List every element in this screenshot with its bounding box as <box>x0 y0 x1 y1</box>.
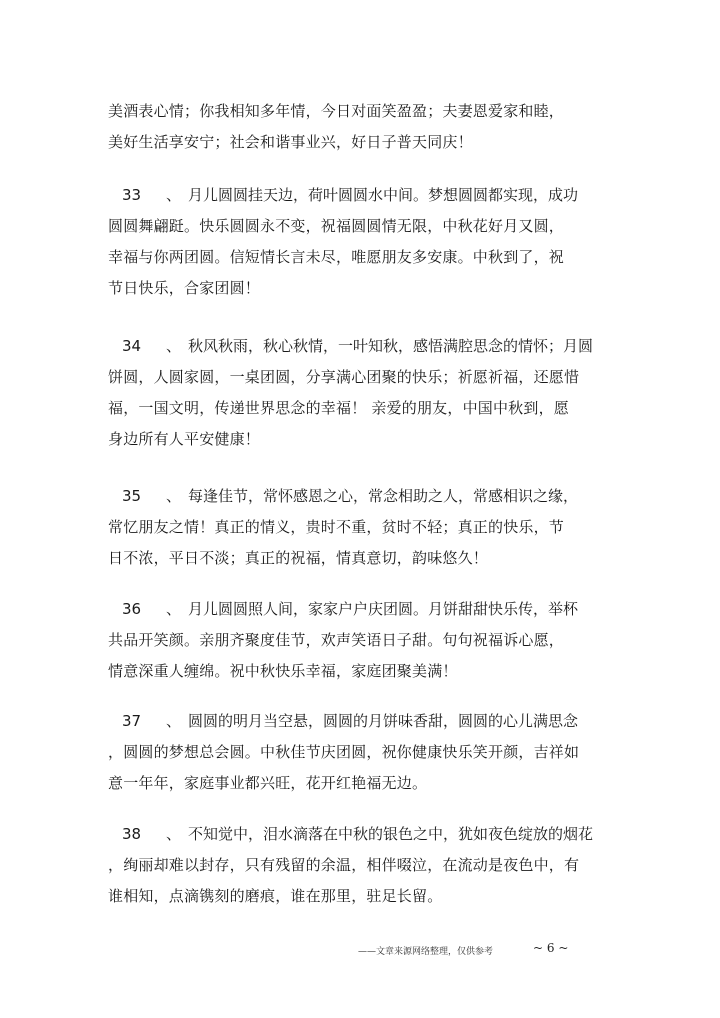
entry-number: 34 <box>122 337 142 355</box>
entry-line: 圆圆舞翩跹。快乐圆圆永不变，祝福圆圆情无限，中秋花好月又圆， <box>108 217 565 235</box>
entry-line: 谁相知，点滴镌刻的磨痕，谁在那里，驻足长留。 <box>108 887 443 905</box>
entry-first-line <box>108 331 608 362</box>
entry-line: 节日快乐，合家团圆！ <box>108 279 261 297</box>
entry-number: 35 <box>122 487 142 505</box>
entry-first-line <box>108 481 608 512</box>
entry-line: 身边所有人平安健康！ <box>108 430 261 448</box>
entry-38 <box>108 819 608 912</box>
entry-number: 36 <box>122 600 142 618</box>
entry-line: 每逢佳节，常怀感恩之心，常念相助之人，常感相识之缘， <box>188 487 579 505</box>
entry-line: 圆圆的明月当空悬，圆圆的月饼味香甜，圆圆的心儿满思念 <box>188 712 579 730</box>
source-note: ——文章来源网络整理，仅供参考 <box>358 947 494 957</box>
entry-37 <box>108 706 608 799</box>
entry-34 <box>108 331 608 455</box>
entry-separator: 、 <box>166 825 182 843</box>
entry-line: 情意深重人缠绵。祝中秋快乐幸福，家庭团聚美满！ <box>108 662 458 680</box>
entry-number: 38 <box>122 825 142 843</box>
entry-line: 日不浓，平日不淡；真正的祝福，情真意切，韵味悠久！ <box>108 549 489 567</box>
entry-number: 33 <box>122 186 142 204</box>
entry-first-line <box>108 594 608 625</box>
entry-line: 不知觉中，泪水滴落在中秋的银色之中，犹如夜色绽放的烟花 <box>188 825 594 843</box>
entry-line: 福，一国文明，传递世界思念的幸福！ 亲爱的朋友，中国中秋到，愿 <box>108 399 569 417</box>
entry-line: ，绚丽却难以封存，只有残留的余温，相伴啜泣，在流动是夜色中，有 <box>108 856 580 874</box>
intro-line: 美酒表心情；你我相知多年情，今日对面笑盈盈；夫妻恩爱家和睦， <box>108 102 565 120</box>
entry-33 <box>108 180 608 304</box>
entry-first-line <box>108 819 608 850</box>
entry-36 <box>108 594 608 687</box>
page-footer <box>0 941 720 961</box>
entry-line: 月儿圆圆照人间，家家户户庆团圆。月饼甜甜快乐传，举杯 <box>188 600 579 618</box>
entry-first-line <box>108 706 608 737</box>
entry-separator: 、 <box>166 600 182 618</box>
entry-number: 37 <box>122 712 142 730</box>
entry-first-line <box>108 180 608 211</box>
intro-paragraph <box>108 96 608 158</box>
entry-separator: 、 <box>166 186 182 204</box>
intro-line: 美好生活享安宁；社会和谐事业兴，好日子普天同庆！ <box>108 133 473 151</box>
entry-line: 常忆朋友之情！真正的情义，贵时不重，贫时不轻；真正的快乐，节 <box>108 518 565 536</box>
page-number: ~ 6 ~ <box>533 941 569 955</box>
entry-line: 饼圆，人圆家圆，一桌团圆，分享满心团聚的快乐；祈愿祈福，还愿惜 <box>108 368 580 386</box>
entry-line: 幸福与你两团圆。信短情长言未尽，唯愿朋友多安康。中秋到了，祝 <box>108 248 565 266</box>
entry-line: 秋风秋雨，秋心秋情，一叶知秋，感悟满腔思念的情怀；月圆 <box>188 337 594 355</box>
entry-line: ，圆圆的梦想总会圆。中秋佳节庆团圆，祝你健康快乐笑开颜，吉祥如 <box>108 743 580 761</box>
entry-line: 月儿圆圆挂天边，荷叶圆圆水中间。梦想圆圆都实现，成功 <box>188 186 579 204</box>
entry-separator: 、 <box>166 487 182 505</box>
entry-separator: 、 <box>166 712 182 730</box>
entry-line: 共品开笑颜。亲朋齐聚度佳节，欢声笑语日子甜。句句祝福诉心愿， <box>108 631 565 649</box>
entry-35 <box>108 481 608 574</box>
entry-line: 意一年年，家庭事业都兴旺，花开红艳福无边。 <box>108 774 428 792</box>
entry-separator: 、 <box>166 337 182 355</box>
